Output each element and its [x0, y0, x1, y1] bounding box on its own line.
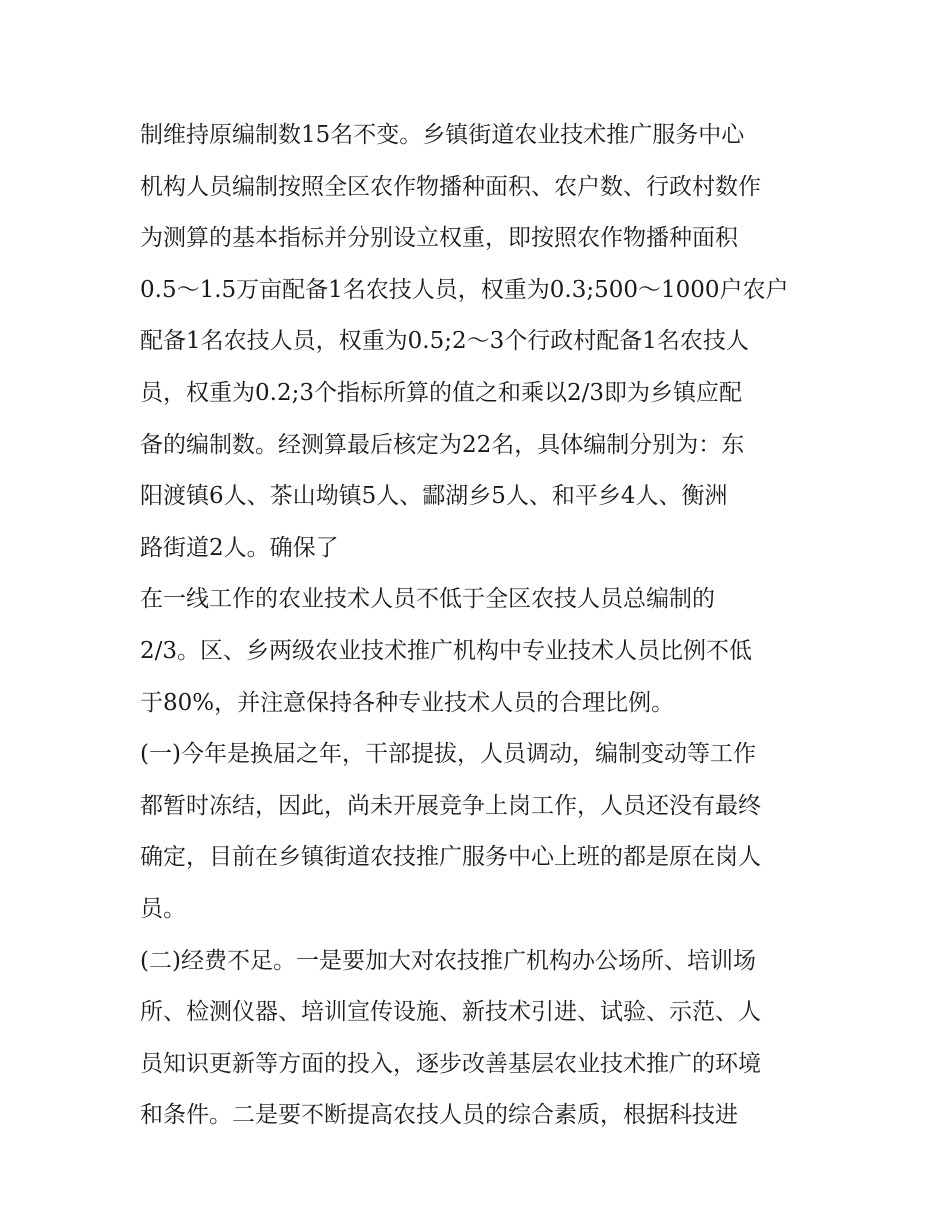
text-line: 路街道2人。确保了 — [140, 534, 339, 561]
text-line: 阳渡镇6人、茶山坳镇5人、酃湖乡5人、和平乡4人、衡洲 — [140, 483, 728, 510]
text-line: 配备1名农技人员，权重为0.5;2～3个行政村配备1名农技人 — [140, 328, 749, 355]
text-line: 和条件。二是要不断提高农技人员的综合素质，根据科技进 — [140, 1102, 738, 1129]
text-line: 2/3。区、乡两级农业技术推广机构中专业技术人员比例不低 — [140, 637, 753, 664]
text-line: 0.5～1.5万亩配备1名农技人员，权重为0.3;500～1000户农户 — [140, 276, 789, 303]
text-line: 员，权重为0.2;3个指标所算的值之和乘以2/3即为乡镇应配 — [140, 379, 742, 406]
text-line: (二)经费不足。一是要加大对农技推广机构办公场所、培训场 — [140, 947, 756, 974]
text-line: 确定，目前在乡镇街道农技推广服务中心上班的都是原在岗人 — [140, 844, 761, 871]
text-line: 员知识更新等方面的投入，逐步改善基层农业技术推广的环境 — [140, 1050, 761, 1077]
text-line: 机构人员编制按照全区农作物播种面积、农户数、行政村数作 — [140, 173, 761, 200]
text-line: 备的编制数。经测算最后核定为22名，具体编制分别为：东 — [140, 431, 745, 458]
text-line: 制维持原编制数15名不变。乡镇街道农业技术推广服务中心 — [140, 122, 745, 148]
text-line: 都暂时冻结，因此，尚未开展竞争上岗工作，人员还没有最终 — [140, 792, 761, 819]
text-line: 为测算的基本指标并分别设立权重，即按照农作物播种面积 — [140, 225, 738, 252]
text-line: 员。 — [140, 895, 186, 922]
text-line: 在一线工作的农业技术人员不低于全区农技人员总编制的 — [140, 586, 715, 613]
text-line: (一)今年是换届之年，干部提拔，人员调动，编制变动等工作 — [140, 741, 756, 768]
text-line: 所、检测仪器、培训宣传设施、新技术引进、试验、示范、人 — [140, 999, 761, 1026]
text-line: 于80%，并注意保持各种专业技术人员的合理比例。 — [140, 689, 675, 716]
body-text — [140, 110, 820, 1142]
